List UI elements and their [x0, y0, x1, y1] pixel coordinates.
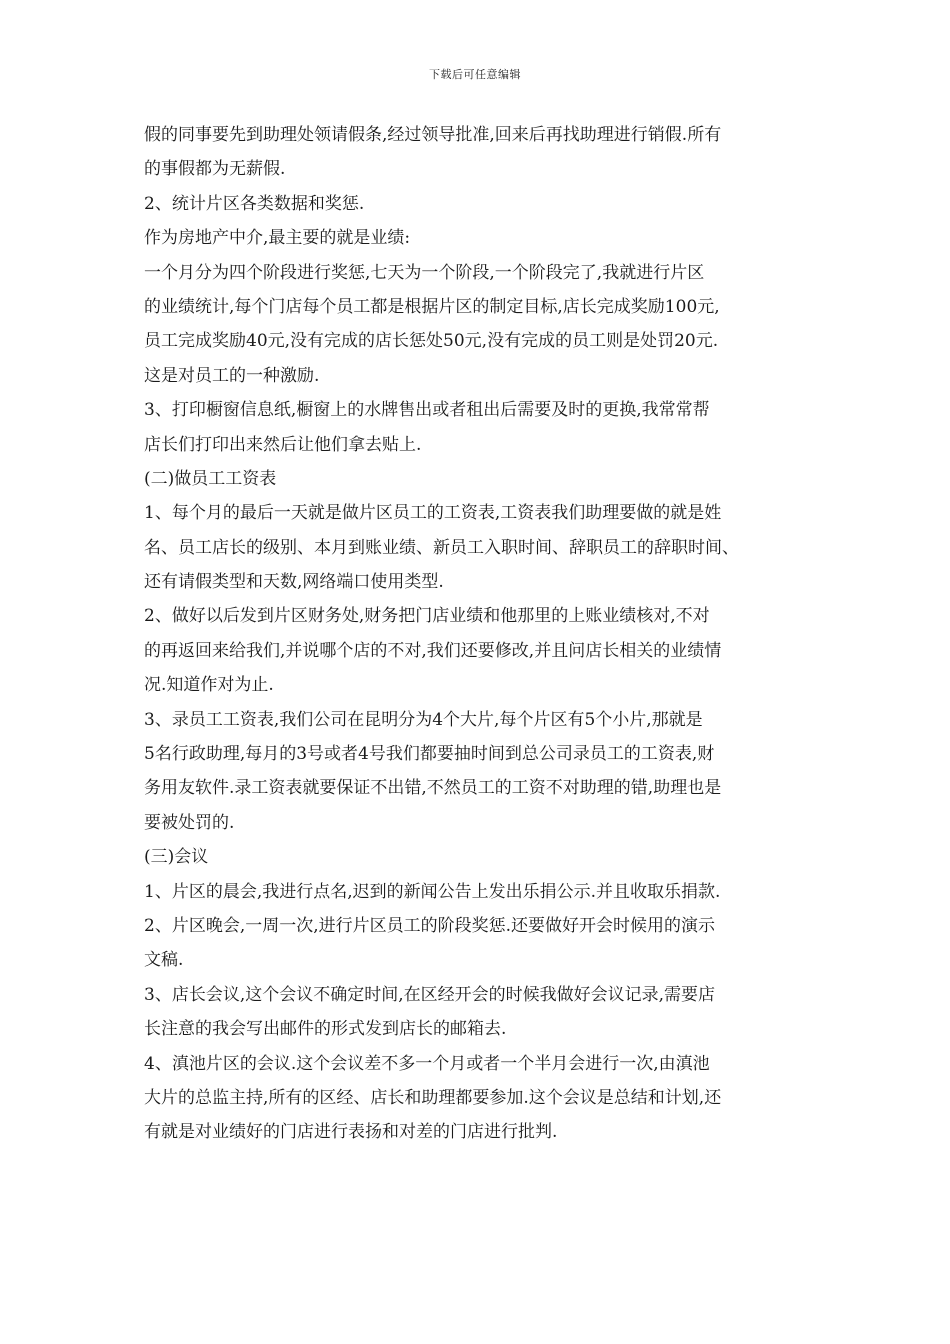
text-line: 的业绩统计,每个门店每个员工都是根据片区的制定目标,店长完成奖励100元, [144, 296, 720, 317]
text-line: 长注意的我会写出邮件的形式发到店长的邮箱去. [144, 1019, 507, 1040]
text-line: 3、店长会议,这个会议不确定时间,在区经开会的时候我做好会议记录,需要店 [144, 984, 716, 1005]
text-line: 3、录员工工资表,我们公司在昆明分为4个大片,每个片区有5个小片,那就是 [144, 709, 703, 730]
text-line: 店长们打印出来然后让他们拿去贴上. [144, 434, 422, 455]
text-line: 还有请假类型和天数,网络端口使用类型. [144, 572, 444, 593]
text-line: 这是对员工的一种激励. [144, 365, 320, 386]
text-line: 要被处罚的. [144, 812, 235, 833]
text-line: 的再返回来给我们,并说哪个店的不对,我们还要修改,并且问店长相关的业绩情 [144, 640, 722, 661]
text-line: 名、员工店长的级别、本月到账业绩、新员工入职时间、辞职员工的辞职时间、 [144, 537, 739, 558]
text-line: 况.知道作对为止. [144, 675, 274, 696]
text-line: 大片的总监主持,所有的区经、店长和助理都要参加.这个会议是总结和计划,还 [144, 1087, 722, 1108]
body-text [144, 118, 814, 1150]
text-line: 的事假都为无薪假. [144, 159, 286, 180]
text-line: 2、统计片区各类数据和奖惩. [144, 193, 365, 214]
section-heading: (三)会议 [144, 847, 209, 868]
text-line: 4、滇池片区的会议.这个会议差不多一个月或者一个半月会进行一次,由滇池 [144, 1053, 710, 1074]
text-line: 1、片区的晨会,我进行点名,迟到的新闻公告上发出乐捐公示.并且收取乐捐款. [144, 881, 721, 902]
text-line: 一个月分为四个阶段进行奖惩,七天为一个阶段,一个阶段完了,我就进行片区 [144, 262, 705, 283]
text-line: 2、做好以后发到片区财务处,财务把门店业绩和他那里的上账业绩核对,不对 [144, 606, 710, 627]
text-line: 假的同事要先到助理处领请假条,经过领导批准,回来后再找助理进行销假.所有 [144, 125, 722, 145]
text-line: 1、每个月的最后一天就是做片区员工的工资表,工资表我们助理要做的就是姓 [144, 503, 722, 524]
text-line: 3、打印橱窗信息纸,橱窗上的水牌售出或者租出后需要及时的更换,我常常帮 [144, 400, 710, 421]
page-header: 下载后可任意编辑 [429, 68, 521, 81]
text-line: 务用友软件.录工资表就要保证不出错,不然员工的工资不对助理的错,助理也是 [144, 778, 722, 799]
text-line: 员工完成奖励40元,没有完成的店长惩处50元,没有完成的员工则是处罚20元. [144, 331, 719, 352]
section-heading: (二)做员工工资表 [144, 468, 277, 489]
text-line: 作为房地产中介,最主要的就是业绩: [144, 228, 411, 249]
text-line: 5名行政助理,每月的3号或者4号我们都要抽时间到总公司录员工的工资表,财 [144, 744, 715, 765]
text-line: 2、片区晚会,一周一次,进行片区员工的阶段奖惩.还要做好开会时候用的演示 [144, 915, 716, 936]
text-line: 有就是对业绩好的门店进行表扬和对差的门店进行批判. [144, 1122, 558, 1143]
text-line: 文稿. [144, 950, 184, 971]
